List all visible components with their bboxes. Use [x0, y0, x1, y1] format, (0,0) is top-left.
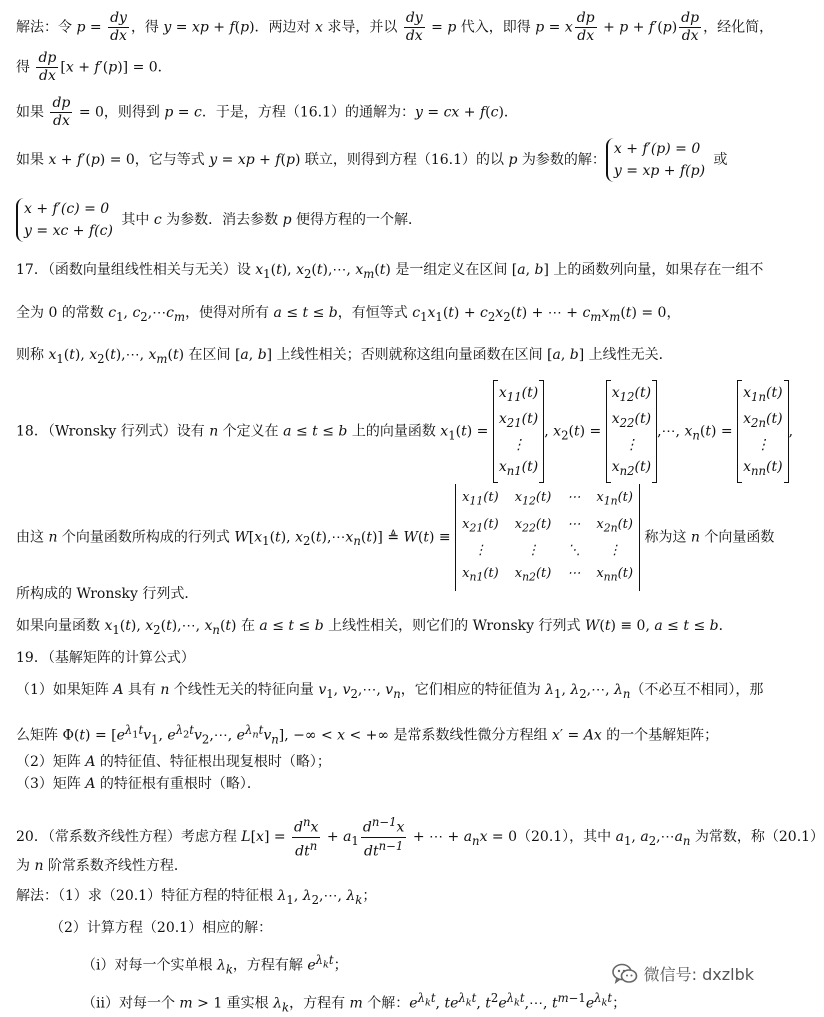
- parametric-system-c: x + f′(c) = 0 y = xc + f(c): [16, 198, 117, 242]
- section-20-definition-line: 为 n 阶常系数齐线性方程．: [16, 858, 188, 874]
- wronsky-theorem-line: 如果向量函数 $x_1(t)$, $x_2(t),\cdots$, $x_n(t)$ 在 a ≤ t ≤ b 上线性相关，则它们的 Wronsky 行列式 W(t) ≡ 0, a ≤ t ≤ b．: [16, 618, 733, 637]
- section-19-item-2: （2）矩阵 A 的特征值、特征根出现复根时（略）；: [16, 754, 331, 770]
- wronsky-determinant: $x_{11}(t)$ $x_{12}(t)$ ⋯ $x_{1n}(t)$ $x_{21}(t)$ $x_{22}(t)$ ⋯ $x_{2n}(t)$ ⋮ ⋮ ⋱ ⋮ $x_{n1}(t)$ $x_{n2}(t)$ ⋯ $x_{nn}(t)$: [455, 484, 640, 591]
- singular-solution-line: x + f′(c) = 0 y = xc + f(c) 其中 c 为参数．消去参数 p 便得方程的一个解．: [16, 198, 768, 242]
- section-19-item-1-line: （1）如果矩阵 A 具有 n 个线性无关的特征向量 $v_1$, $v_2,\cdots$, $v_n$，它们相应的特征值为 $\lambda_1$, $\lambda_2,\cdots$, $\lambda_n$（不必互不相同），那: [16, 682, 764, 701]
- fundamental-matrix-line: 么矩阵 $\Phi(t) = [e^{\lambda_1t}v_1$, $e^{\lambda_2t}v_2,\cdots$, $e^{\lambda_nt}v_n$], −∞ < x < +∞ 是常系数线性微分方程组 x′ = Ax 的一个基解矩阵；: [16, 723, 719, 747]
- section-18-heading: 18．（Wronsky 行列式）设有 n 个定义在 a ≤ t ≤ b 上的向量函数 $x_1(t) = x_{11}(t)$ $x_{21}(t)$ ⋮ $x_{n1}(t)$, $x_2(t) = x_{12}(t)$ $x_{22}(t)$ ⋮ $x_{n2}(t),\cdots$, $x_n(t) = x_{1n}(t)$ $x_{2n}(t)$ ⋮ $x_{nn}(t)$,: [16, 380, 768, 483]
- vector-xn: $x_{1n}(t)$ $x_{2n}(t)$ ⋮ $x_{nn}(t)$: [737, 380, 789, 483]
- section-20-step-1: 解法：（1）求（20.1）特征方程的特征根 $\lambda_1$, $\lambda_2,\cdots$, $\lambda_k$；: [16, 888, 377, 907]
- parametric-solution-line: 如果 x + f′(p) = 0，它与等式 y = xp + f(p) 联立，则得到方程（16.1）的以 p 为参数的解：x + f′(p) = 0 y = xp + f(p) 或: [16, 138, 768, 182]
- wronsky-name-line: 所构成的 Wronsky 行列式．: [16, 586, 199, 602]
- watermark: [612, 962, 754, 985]
- section-17-heading: 17．（函数向量组线性相关与无关）设 $x_1(t)$, $x_2(t),\cdots$, $x_m(t)$ 是一组定义在区间 [a, b] 上的函数列向量，如果存在一组不: [16, 262, 764, 281]
- solution-intro-line: 解法：令 p = $\frac{dy}{dx}$ ，得 y = xp + f(p)．两边对 x 求导，并以 $\frac{dy}{dx}$ = p 代入，即得 p = x $\frac{dp}{dx}$ + p + f′(p) $\frac{dp}{dx}$ ，经化简，: [16, 10, 774, 44]
- simplified-equation-line: 得 $\frac{dp}{dx}$ [x + f′(p)] = 0．: [16, 50, 172, 84]
- section-20-step-2-i: （i）对每一个实单根 $\lambda_k$，方程有解 $e^{\lambda_kt}$；: [82, 953, 348, 977]
- section-17-constants-line: 全为 0 的常数 $c_1$, $c_2,\cdots c_m$，使得对所有 a ≤ t ≤ b，有恒等式 $c_1x_1(t) + c_2x_2(t)$ + ⋯ + $c_mx_m(t) = 0$，: [16, 305, 681, 324]
- section-20-step-2-ii: （ii）对每一个 m > 1 重实根 $\lambda_k$，方程有 m 个解：$e^{\lambda_kt}$, $te^{\lambda_kt}$, $t^2e^{\lambda_kt},\cdots$, $t^{m-1}e^{\lambda_kt}$；: [82, 991, 627, 1015]
- vector-x2: $x_{12}(t)$ $x_{22}(t)$ ⋮ $x_{n2}(t)$: [606, 380, 657, 483]
- watermark-text: 微信号: dxzlbk: [643, 965, 754, 984]
- wronsky-determinant-line: 由这 n 个向量函数所构成的行列式 $W[x_1(t)$, $x_2(t),\cdots x_n(t)$] ≜ W(t) ≡ $x_{11}(t)$ $x_{12}(t)$ ⋯ $x_{1n}(t)$ $x_{21}(t)$ $x_{22}(t)$ ⋯ $x_{2n}(t)$ ⋮ ⋮ ⋱ ⋮ $x_{n1}(t)$ $x_{n2}(t)$ ⋯ $x_{nn}(t)$ 称为这 n 个向量函数: [16, 484, 768, 591]
- section-19-heading: 19．（基解矩阵的计算公式）: [16, 650, 195, 666]
- wechat-icon: [612, 963, 638, 985]
- general-solution-line: 如果 $\frac{dp}{dx}$ = 0，则得到 p = c．于是，方程（16.1）的通解为：y = cx + f(c)．: [16, 95, 518, 129]
- section-20-step-2: （2）计算方程（20.1）相应的解：: [50, 920, 273, 936]
- vector-x1: $x_{11}(t)$ $x_{21}(t)$ ⋮ $x_{n1}(t)$: [493, 380, 544, 483]
- parametric-system-p: x + f′(p) = 0 y = xp + f(p): [606, 138, 709, 182]
- section-19-item-3: （3）矩阵 A 的特征根有重根时（略）．: [16, 776, 261, 792]
- section-17-definition-line: 则称 $x_1(t)$, $x_2(t),\cdots$, $x_m(t)$ 在区间 [a, b] 上线性相关；否则就称这组向量函数在区间 [a, b] 上线性无关．: [16, 347, 673, 366]
- section-20-heading: 20．（常系数齐线性方程）考虑方程 L[x] = $\frac{d^nx}{dt^n}$ + $a_1$ $\frac{d^{n-1}x}{dt^{n-1}}$ + ⋯ + $a_nx = 0(20.1)$，其中 $a_1$, $a_2,\cdots a_n$ 为常数，称（20.1）: [16, 815, 824, 860]
